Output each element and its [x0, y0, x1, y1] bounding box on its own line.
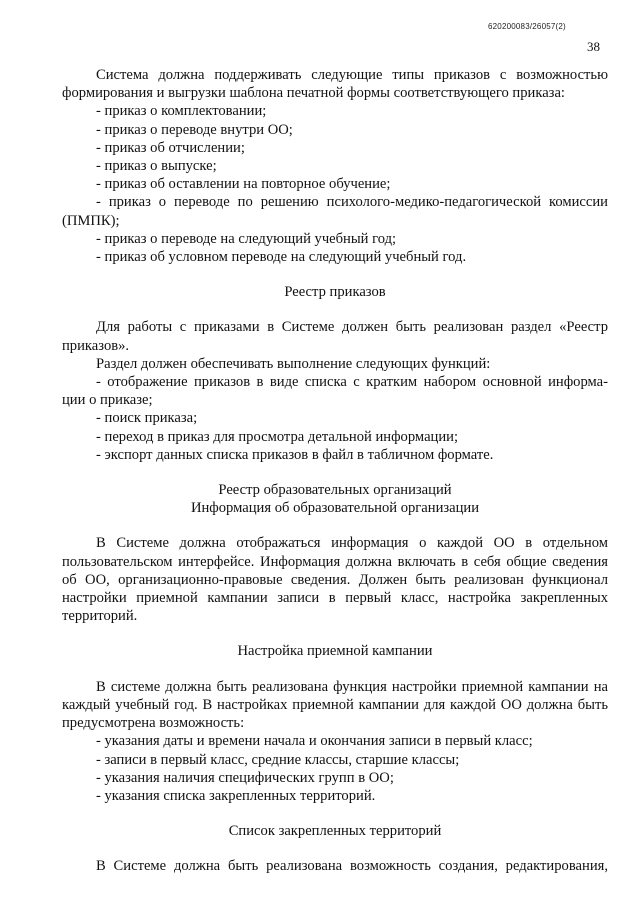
document-body	[62, 66, 608, 876]
list-item: - приказ об условном переводе на следующий учебный год.	[96, 249, 467, 266]
list-item: - приказ об оставлении на повторное обучение;	[96, 176, 391, 193]
list-item: - приказ о переводе по решению психолого-медико-педагогической комиссии	[96, 194, 608, 211]
list-item: - записи в первый класс, средние классы, старшие классы;	[96, 751, 460, 768]
section3-body: В Системе должна отображаться информация о каждой ОО в отдельном пользовательском интерфейсе. Информация должна включать в себя общие сведения об ОО, организационно-правовые сведения. Должен быть реализован функционал настройки приемной кампании записи в первый класс, настройка закрепленных территорий.	[62, 535, 608, 625]
list-item: - указания даты и времени начала и окончания записи в первый класс;	[96, 733, 533, 750]
list-item: - указания наличия специфических групп в ОО;	[96, 769, 394, 786]
list-item: - приказ о выпуске;	[96, 158, 217, 175]
section-heading-org-registry: Реестр образовательных организаций	[218, 482, 452, 499]
list-item: - приказ о комплектовании;	[96, 103, 267, 120]
page-number: 38	[587, 39, 600, 54]
list-item: - переход в приказ для просмотра детальной информации;	[96, 428, 459, 445]
list-item: - приказ о переводе на следующий учебный год;	[96, 230, 397, 247]
list-item: - приказ о переводе внутри ОО;	[96, 121, 293, 138]
section1-intro: Система должна поддерживать следующие типы приказов с возможностью формирования и выгрузки шаблона печатной формы соответствующего приказа:	[62, 67, 608, 102]
section-heading-order-registry: Реестр приказов	[284, 284, 386, 301]
section2-intro2: Раздел должен обеспечивать выполнение следующих функций:	[96, 355, 491, 372]
list-item-continuation: ции о приказе;	[62, 392, 153, 409]
section2-intro: Для работы с приказами в Системе должен быть реализован раздел «Реестр приказов».	[62, 319, 608, 354]
section-heading-admission-campaign: Настройка приемной кампании	[237, 643, 433, 660]
section-heading-org-info: Информация об образовательной организации	[190, 500, 480, 517]
list-item: - поиск приказа;	[96, 410, 198, 427]
list-item: - приказ об отчислении;	[96, 139, 245, 156]
section-heading-territories: Список закрепленных территорий	[228, 823, 442, 840]
list-item: - отображение приказов в виде списка с кратким набором основной информа-	[96, 374, 608, 391]
section5-body: В Системе должна быть реализована возможность создания, редактирования,	[96, 858, 608, 875]
list-item-continuation: (ПМПК);	[62, 212, 120, 229]
list-item: - указания списка закрепленных территорий.	[96, 787, 376, 804]
document-code: 620200083/26057(2)	[488, 22, 566, 31]
section4-body: В системе должна быть реализована функция настройки приемной кампании на каждый учебный год. В настройках приемной кампании для каждой ОО должна быть предусмотрена возможность:	[62, 678, 608, 732]
list-item: - экспорт данных списка приказов в файл в табличном формате.	[96, 446, 494, 463]
